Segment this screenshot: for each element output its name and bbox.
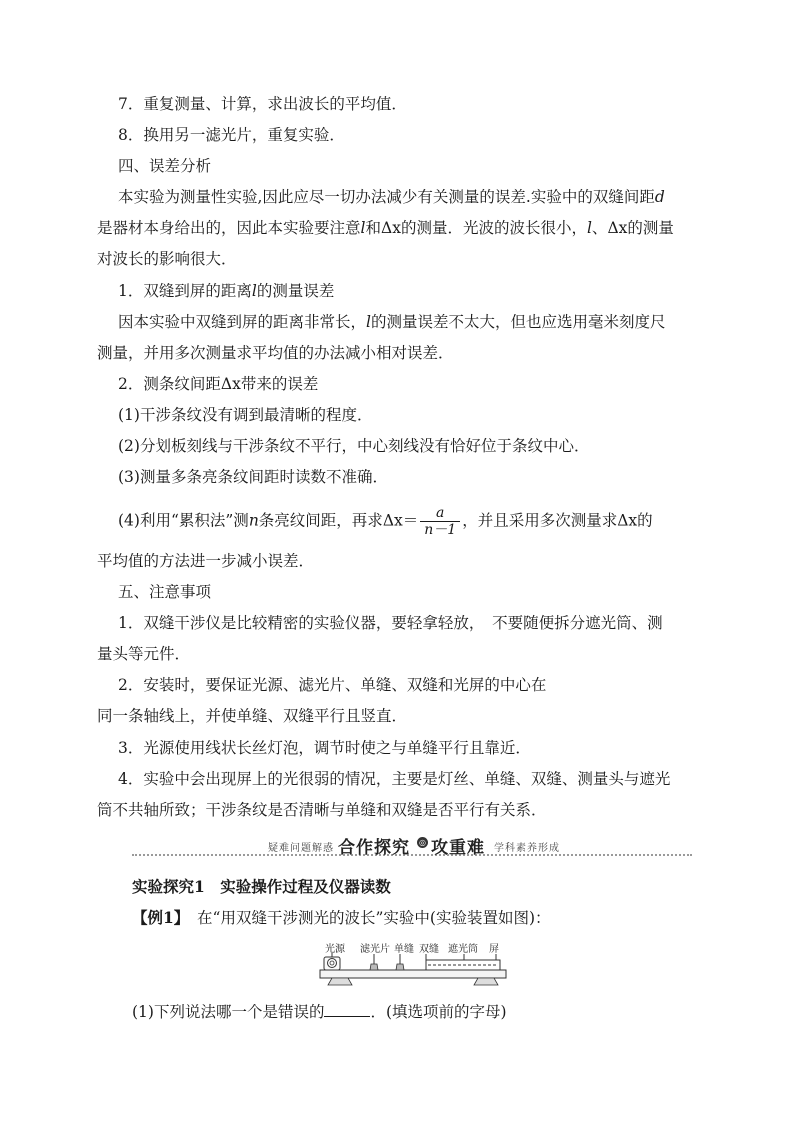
note-1-line-1: 1．双缝干涉仪是比较精密的实验仪器，要轻拿轻放， 不要随便拆分遮光筒、测 [118,614,663,632]
section-4-title: 四、误差分析 [118,157,212,175]
label-screen: 屏 [489,944,499,955]
label-single-slit: 单缝 [394,944,414,955]
error-item-1: (1)干涉条纹没有调到最清晰的程度． [118,406,373,424]
label-light-source: 光源 [325,944,345,955]
subsection-2-title: 2．测条纹间距Δx带来的误差 [118,375,319,393]
fraction-a-over-n-minus-1: $\frac{a}{n-1}$ [420,505,460,538]
optical-bench [320,970,506,978]
note-2-line-2: 同一条轴线上，并使单缝、双缝平行且竖直． [97,707,408,725]
banner-right-caption: 学科素养形成 [494,843,560,854]
single-slit-holder [396,964,404,970]
explore-title: 实验探究1 实验操作过程及仪器读数 [132,877,391,896]
section-banner [132,833,692,859]
label-filter: 滤光片 [360,944,390,955]
error-item-3: (3)测量多条亮条纹间距时读数不准确． [118,468,388,486]
apparatus-drawing [318,940,508,988]
note-1-line-2: 量头等元件． [97,645,191,663]
error-item-2: (2)分划板刻线与干涉条纹不平行，中心刻线没有恰好位于条纹中心． [118,437,590,455]
step-8: 8．换用另一滤光片，重复实验． [118,126,345,144]
apparatus-diagram [318,940,508,988]
answer-blank[interactable] [324,1002,370,1017]
subsection-1-line-2: 测量，并用多次测量求平均值的办法减小相对误差． [97,344,454,362]
bench-foot-left [328,978,352,985]
bench-foot-right [474,978,498,985]
label-double-slit: 双缝 [419,944,439,955]
subsection-1-title: 1．双缝到屏的距离l的测量误差 [118,282,335,300]
section-5-title: 五、注意事项 [118,583,212,601]
note-4-line-1: 4．实验中会出现屏上的光很弱的情况，主要是灯丝、单缝、双缝、测量头与遮光 [118,770,671,788]
subsection-1-line-1: 因本实验中双缝到屏的距离非常长，l的测量误差不太大，但也应选用毫米刻度尺 [118,313,666,331]
step-7: 7．重复测量、计算，求出波长的平均值． [118,95,407,113]
banner-dotted-rule [132,854,692,856]
banner-main-left: 合作探究 [338,838,410,858]
note-2-line-1: 2．安装时，要保证光源、滤光片、单缝、双缝和光屏的中心在 [118,676,547,694]
section-4-intro-line-2: 是器材本身给出的，因此本实验要注意l和Δx的测量．光波的波长很小，l、Δx的测量 [97,219,674,237]
note-3: 3．光源使用线状长丝灯泡，调节时使之与单缝平行且靠近． [118,739,531,757]
error-item-4: (4)利用“累积法”测n条亮纹间距，再求Δx＝ $\frac{a}{n-1}$ ，并且采用多次测量求Δx的 [118,505,653,538]
note-4-line-2: 筒不共轴所致；干涉条纹是否清晰与单缝和双缝是否平行有关系． [97,801,547,819]
error-item-4-line-2: 平均值的方法进一步减小误差． [97,552,315,570]
example-1: 【例1】 在“用双缝干涉测光的波长”实验中(实验装置如图)： [132,908,551,927]
label-shade-tube: 遮光筒 [448,944,478,955]
banner-circle-icon: ◎ [417,837,428,848]
banner-main-right: 攻重难 [431,838,485,858]
section-4-intro-line-1: 本实验为测量性实验,因此应尽一切办法减少有关测量的误差.实验中的双缝间距d [118,188,665,206]
section-4-intro-line-3: 对波长的影响很大． [97,250,237,268]
question-1: (1)下列说法哪一个是错误的 ．(填选项前的字母) [132,1003,507,1021]
filter-holder [370,964,378,970]
banner-left-caption: 疑难问题解惑 [268,843,334,854]
